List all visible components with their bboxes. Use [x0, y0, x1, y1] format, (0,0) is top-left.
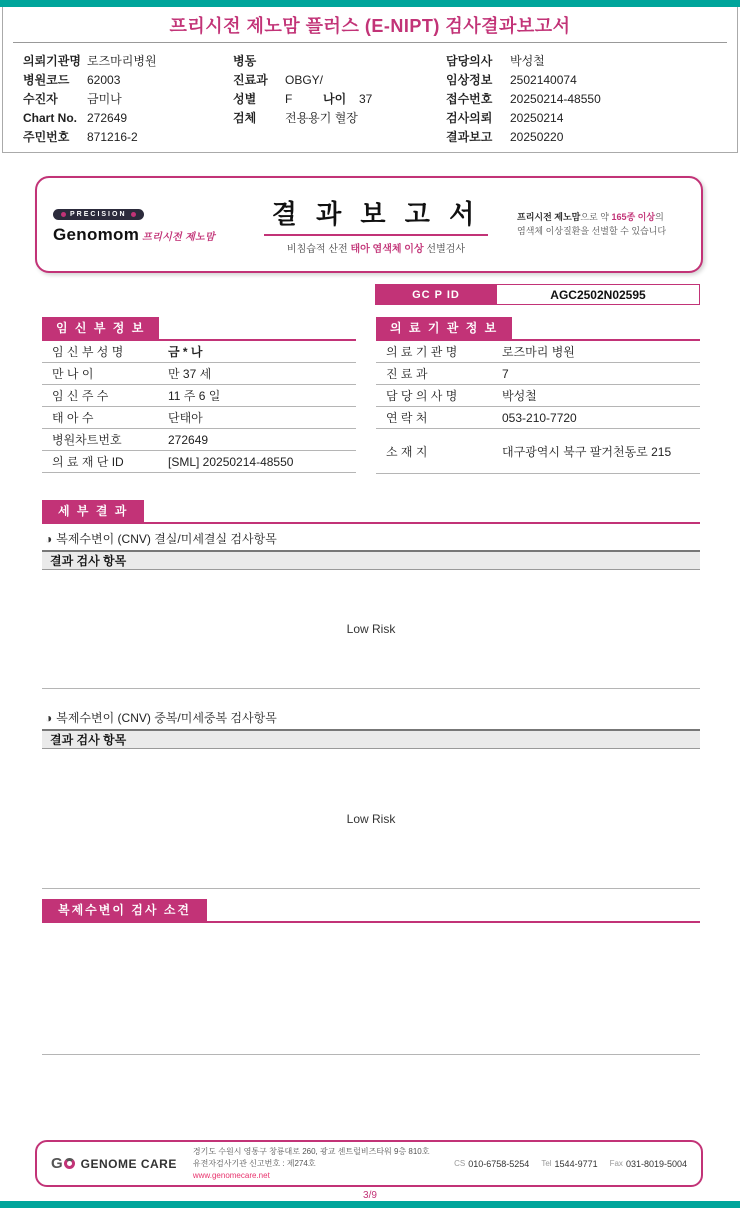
row-value: 7 — [502, 366, 509, 381]
field-value: 20250220 — [510, 129, 564, 144]
header-field — [446, 70, 731, 89]
header-field — [446, 108, 731, 127]
subtitle-highlight: 태아 염색체 이상 — [350, 244, 424, 255]
page-title: 프리시전 제노맘 플러스 (E-NIPT) 검사결과보고서 — [169, 16, 571, 36]
field-value: 금미나 — [87, 92, 122, 106]
report-title-block — [235, 194, 517, 255]
table-row — [42, 363, 356, 385]
result-area — [42, 749, 700, 889]
field-label: 병동 — [233, 54, 257, 68]
table-row — [376, 429, 700, 474]
table-row — [42, 341, 356, 363]
result-area — [42, 570, 700, 689]
header-field — [233, 108, 438, 127]
header-field-sex-age — [233, 89, 438, 108]
table-title-chip: 임 신 부 정 보 — [42, 317, 159, 339]
cs-number — [454, 1159, 529, 1169]
footer — [35, 1140, 703, 1187]
gcpid-label: GC P ID — [375, 284, 497, 305]
brand-logo — [53, 204, 235, 245]
table-body — [376, 339, 700, 474]
field-label: 나이 — [323, 92, 347, 106]
tel-number — [541, 1159, 597, 1169]
brand-name — [53, 225, 235, 245]
field-value: 20250214-48550 — [510, 91, 601, 106]
header-field — [23, 108, 228, 127]
table-row — [42, 451, 356, 473]
result-table-header: 결과 검사 항목 — [42, 550, 700, 570]
field-value: 전용용기 혈장 — [285, 111, 358, 125]
cnv-deletion-heading — [45, 530, 277, 547]
table-row — [42, 429, 356, 451]
precision-badge — [53, 209, 144, 220]
tagline — [517, 211, 685, 239]
gcpid-value: AGC2502N02595 — [497, 284, 700, 305]
header-field — [233, 51, 438, 70]
field-value: 272649 — [87, 110, 128, 125]
row-value: 박성철 — [502, 389, 537, 403]
row-label: 임 신 부 성 명 — [52, 345, 124, 359]
brand-korean: 프리시전 제노맘 — [142, 232, 215, 243]
section-chip: 세 부 결 과 — [42, 500, 144, 522]
table-body — [42, 339, 356, 473]
clinic-info-table — [376, 317, 700, 474]
result-report-subtitle — [235, 240, 517, 255]
field-value: 20250214 — [510, 110, 564, 125]
row-label: 병원차트번호 — [52, 433, 122, 447]
row-label: 소 재 지 — [386, 444, 428, 459]
section-header-detail-results — [42, 500, 700, 524]
row-value: 로즈마리 병원 — [502, 345, 575, 359]
row-value: 금 * 나 — [168, 345, 203, 359]
precision-badge-label: PRECISION — [70, 211, 127, 218]
address-line-2: 유전자검사기관 신고번호 : 제274호 — [192, 1158, 316, 1168]
page-number: 3/9 — [363, 1190, 377, 1201]
field-label: Chart No. — [23, 110, 77, 125]
row-value: 단태아 — [168, 411, 203, 425]
tel-label: Tel — [541, 1159, 552, 1168]
tagline-line2: 염색체 이상질환을 선별할 수 있습니다 — [517, 225, 667, 236]
result-value: Low Risk — [346, 622, 396, 636]
top-accent-bar — [0, 0, 740, 7]
badge-dot-icon — [61, 212, 66, 217]
tagline-end: 의 — [655, 211, 664, 222]
patient-info-table — [42, 317, 356, 473]
row-value: 11 주 6 일 — [168, 389, 221, 403]
footer-contacts — [454, 1159, 687, 1169]
result-report-title: 결 과 보 고 서 — [264, 194, 488, 236]
field-label: 결과보고 — [446, 130, 493, 144]
header-left-column — [23, 51, 228, 146]
table-row — [376, 407, 700, 429]
header-middle-column — [233, 51, 438, 127]
row-label: 태 아 수 — [52, 411, 94, 425]
header-field — [23, 89, 228, 108]
header-field — [23, 70, 228, 89]
table-row — [376, 341, 700, 363]
fax-number — [610, 1159, 687, 1169]
row-label: 의 료 재 단 ID — [52, 455, 124, 469]
bottom-accent-bar — [0, 1201, 740, 1208]
header-field — [446, 89, 731, 108]
row-label: 연 락 처 — [386, 411, 428, 425]
subtitle-suffix: 선별검사 — [423, 244, 466, 255]
fax-label: Fax — [609, 1159, 623, 1168]
field-label: 접수번호 — [446, 92, 493, 106]
row-value: 만 37 세 — [168, 367, 212, 381]
row-label: 담 당 의 사 명 — [386, 389, 458, 403]
heading-text: 복제수변이 (CNV) 중복/미세중복 검사항목 — [56, 711, 277, 725]
field-value: OBGY/ — [285, 72, 324, 87]
table-row — [376, 385, 700, 407]
field-label: 임상정보 — [446, 73, 493, 87]
section-chip: 복제수변이 검사 소견 — [42, 899, 207, 921]
heading-text: 복제수변이 (CNV) 결실/미세결실 검사항목 — [56, 532, 277, 546]
field-value: 2502140074 — [510, 72, 577, 87]
field-label: 병원코드 — [23, 73, 70, 87]
field-value: 871216-2 — [87, 129, 138, 144]
field-value: 62003 — [87, 72, 121, 87]
result-value: Low Risk — [346, 811, 396, 826]
field-label: 수진자 — [23, 92, 58, 106]
logo-text: GENOME CARE — [80, 1156, 177, 1171]
cnv-duplication-heading — [45, 709, 277, 726]
header-section — [2, 7, 738, 153]
subtitle-prefix: 비침습적 산전 — [286, 244, 351, 255]
header-field — [23, 127, 228, 146]
row-value: 053-210-7720 — [502, 410, 577, 425]
row-value: [SML] 20250214-48550 — [168, 454, 294, 469]
field-label: 성별 — [233, 92, 257, 106]
header-field — [446, 127, 731, 146]
header-right-column — [446, 51, 731, 146]
field-label: 검사의뢰 — [446, 111, 493, 125]
result-table-header: 결과 검사 항목 — [42, 729, 700, 749]
field-label: 의뢰기관명 — [23, 54, 81, 68]
row-value: 272649 — [168, 432, 209, 447]
genome-care-logo — [51, 1155, 177, 1172]
tagline-highlight: 165종 이상 — [611, 211, 656, 222]
findings-empty-area — [42, 918, 700, 1055]
logo-letter: G — [51, 1155, 62, 1172]
field-value: 로즈마리병원 — [87, 54, 157, 68]
header-divider — [13, 42, 727, 43]
brand-name-text: Genomom — [53, 225, 140, 244]
tel-value: 1544-9771 — [554, 1158, 598, 1169]
table-title-chip: 의 료 기 관 정 보 — [376, 317, 512, 339]
logo-circle-icon — [64, 1158, 75, 1169]
cs-value: 010-6758-5254 — [468, 1158, 530, 1169]
field-value: 박성철 — [510, 54, 545, 68]
row-label: 만 나 이 — [52, 367, 94, 381]
row-value: 대구광역시 북구 팔거천동로 215 — [502, 444, 672, 459]
field-label: 진료과 — [233, 73, 268, 87]
table-row — [42, 385, 356, 407]
gcpid-bar — [375, 284, 700, 305]
tagline-mid: 으로 약 — [580, 211, 612, 222]
header-field — [23, 51, 228, 70]
table-row — [42, 407, 356, 429]
footer-website: www.genomecare.net — [192, 1170, 270, 1180]
footer-address — [193, 1146, 430, 1182]
fax-value: 031-8019-5004 — [625, 1158, 687, 1169]
field-value: F — [285, 91, 293, 106]
field-label: 검체 — [233, 111, 257, 125]
badge-dot-icon — [131, 212, 136, 217]
header-field — [446, 51, 731, 70]
address-line-1: 경기도 수원시 영통구 창룡대로 260, 광교 센트럴비즈타워 9층 810호 — [192, 1146, 430, 1156]
row-label: 임 신 주 수 — [52, 389, 109, 403]
report-title-frame — [35, 176, 703, 273]
tagline-brand: 프리시전 제노맘 — [517, 211, 581, 222]
header-field — [233, 70, 438, 89]
table-row — [376, 363, 700, 385]
field-label: 주민번호 — [23, 130, 70, 144]
half-circle-icon: ◑ — [45, 711, 53, 725]
half-circle-icon: ◑ — [45, 532, 53, 546]
row-label: 진 료 과 — [386, 367, 428, 381]
cs-label: CS — [454, 1159, 466, 1168]
field-label: 담당의사 — [446, 54, 493, 68]
row-label: 의 료 기 관 명 — [386, 345, 458, 359]
field-value: 37 — [359, 91, 373, 106]
